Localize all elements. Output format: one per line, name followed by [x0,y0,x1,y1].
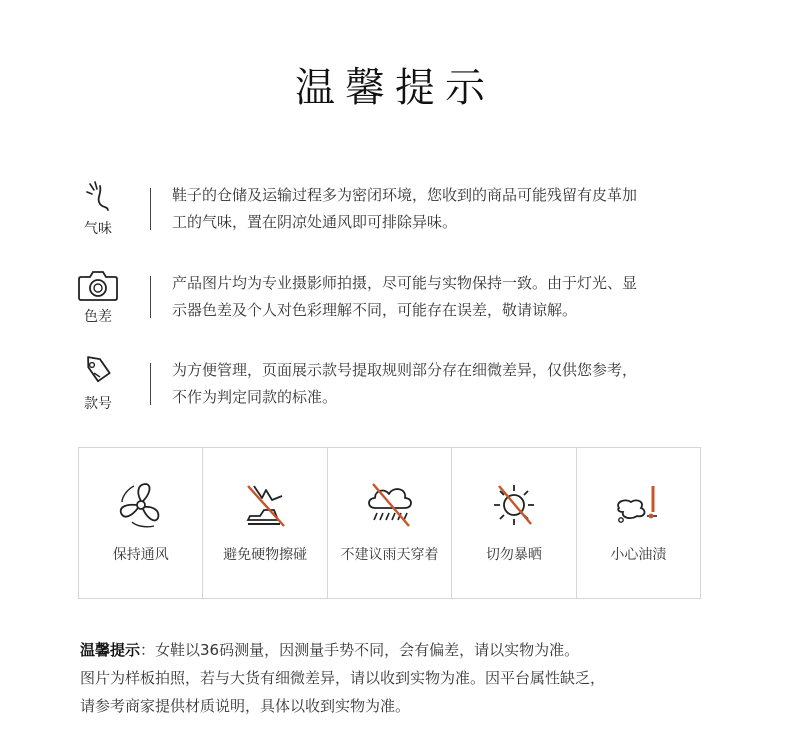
tip-text-line: 工的气味，置在阴凉处通风即可排除异味。 [172,213,458,231]
tip-smell [76,180,736,250]
tip-text-smell [172,182,712,236]
no-rain-icon [363,480,417,530]
care-label: 不建议雨天穿着 [340,547,439,563]
care-item-ventilate [79,448,203,598]
care-label: 避免硬物擦碰 [223,547,308,563]
notes-line [80,636,720,664]
care-label: 保持通风 [112,547,169,563]
tip-divider [150,363,151,405]
tip-text-style-number [172,357,712,411]
oil-stain-icon [611,480,665,530]
tip-label-smell: 气味 [84,221,112,237]
tip-color [76,268,736,338]
tip-text-color [172,270,712,324]
notes-block [80,636,720,720]
notes-line: 请参考商家提供材质说明，具体以收到实物为准。 [80,697,411,715]
care-instructions-grid [78,447,701,599]
tip-text-line: 产品图片均为专业摄影师拍摄，尽可能与实物保持一致。由于灯光、显 [172,274,638,292]
tip-divider [150,188,151,230]
tip-text-line: 为方便管理，页面展示款号提取规则部分存在细微差异，仅供您参考， [172,361,638,379]
tip-label-color: 色差 [84,309,112,325]
notes-line: 图片为样板拍照，若与大货有细微差异，请以收到实物为准。因平台属性缺乏， [80,669,606,687]
tip-text-line: 示器色差及个人对色彩理解不同，可能存在误差，敬请谅解。 [172,301,578,319]
smell-icon [76,180,120,214]
tip-divider [150,276,151,318]
notes-bold-label: 温馨提示 [80,641,141,659]
care-item-no-scratch [203,448,327,598]
tip-label-style-number: 款号 [84,396,112,412]
camera-icon [76,268,120,302]
tag-icon [76,355,120,389]
tip-style-number [76,355,736,425]
care-label: 小心油渍 [610,547,667,563]
care-item-oil-stain [577,448,700,598]
care-item-no-rain [328,448,452,598]
tip-text-line: 鞋子的仓储及运输过程多为密闭环境，您收到的商品可能残留有皮革加 [172,186,638,204]
page-title: 温馨提示 [295,65,495,111]
no-sun-icon [487,480,541,530]
fan-icon [114,480,168,530]
care-item-no-sun [452,448,576,598]
notes-line-rest: ：女鞋以36码测量，因测量手势不同，会有偏差，请以实物为准。 [140,641,580,659]
care-label: 切勿暴晒 [485,547,542,563]
no-scratch-icon [238,480,292,530]
tip-text-line: 不作为判定同款的标准。 [172,388,338,406]
